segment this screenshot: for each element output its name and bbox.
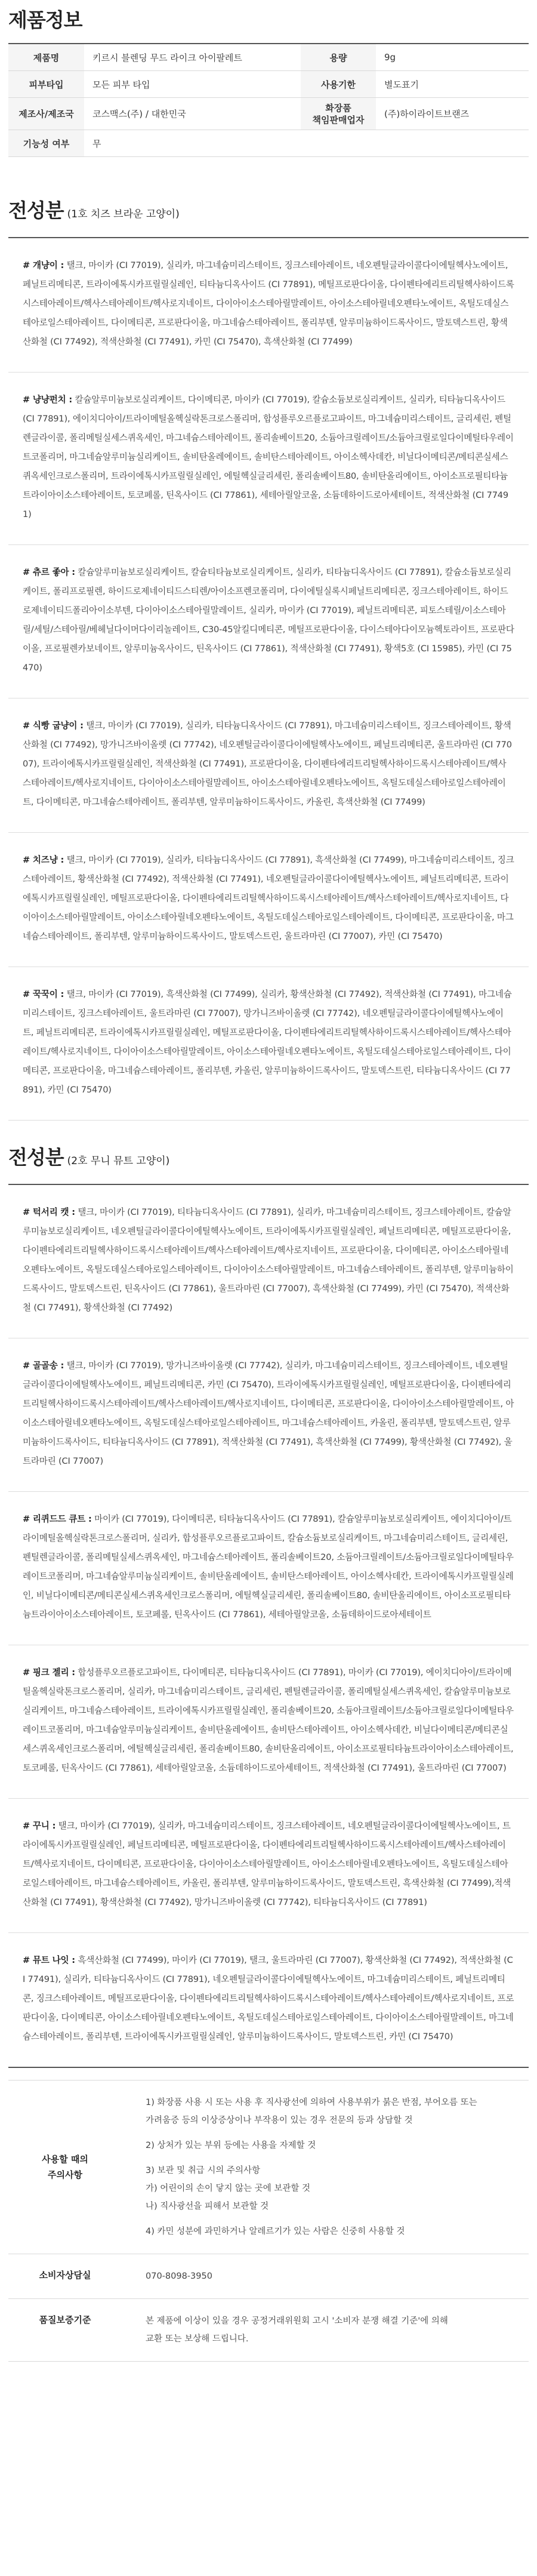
ingredient-text: 탤크, 마이카 (CI 77019), 티타늄디옥사이드 (CI 77891), 실리카, 마그네슘미리스테이트, 징크스테아레이트, 칼슘알루미늄보로실리케이트, 네오펜틸글라이콜다이에틸헥사노에이트, 트라이에톡시카프릴릴실레인, 페닐트리메티콘, 메틸프로판다이올, 다이펜타에리트리틸헥사하이드록시스테아레이트/헥사스테아레이트/헥사로지네이트, 프로판다이올, 다이메티콘, 아이소스테아릴네오펜타노에이트, 옥틸도데실스테아로일스테아레이트, 다이아이소스테아릴말레이트, 마그네슘스테아레이트, 폴리부텐, 알루미늄하이드록사이드, 말토덱스트린, 틴옥사이드 (CI 77861), 울트라마린 (CI 77007), 흑색산화철 (CI 77499), 카민 (CI 75470), 적색산화철 (CI 77491), 황색산화철 (CI 77492) <box>23 1207 514 1313</box>
caution-line: 3) 보관 및 취급 시의 주의사항 <box>146 2166 261 2175</box>
ingredient-text: 칼슘알루미늄보로실리케이트, 다이메티콘, 마이카 (CI 77019), 칼슘소듐보로실리케이트, 실리카, 티타늄디옥사이드 (CI 77891), 에이치디아이/트라이메틸올헥실락톤크로스폴리머, 합성플루오르플로고파이트, 마그네슘미리스테이트, 글리세린, 펜틸렌글라이콜, 폴리메틸실세스퀴옥세인, 마그네슘스테아레이트, 폴리솔베이트20, 소듐아크릴레이트/소듐아크릴로일다이메틸타우레이트코폴리머, 마그네슘알루미늄실리케이트, 솔비탄올레에이트, 솔비탄스테아레이트, 아이소헥사데칸, 비닐다이메티콘/메티콘실세스퀴옥세인크로스폴리머, 트라이에톡시카프릴릴실레인, 에틸헥실글리세린, 폴리솔베이트80, 솔비탄올리에이트, 아이소프로필티타늄트라이아이소스테아레이트, 토코페롤, 틴옥사이드 (CI 77861), 세테아릴알코올, 소듐데하이드로아세테이트, 적색산화철 (CI 77491) <box>23 395 514 519</box>
bottom-spacer <box>8 2362 529 2376</box>
ingredient-item <box>8 1799 529 1933</box>
info-label: 화장품 책임판매업자 <box>301 98 376 130</box>
caution-line: 2) 상처가 있는 부위 등에는 사용을 자제할 것 <box>146 2141 316 2150</box>
info-row <box>8 130 529 157</box>
ingredient-item <box>8 833 529 967</box>
warranty-row <box>8 2299 529 2362</box>
product-info-title: 제품정보 <box>8 8 82 32</box>
info-value: 모든 피부 타입 <box>84 71 301 98</box>
ingredient-item <box>8 1933 529 2068</box>
info-label: 피부타입 <box>8 71 84 98</box>
ingredient-item <box>8 1492 529 1645</box>
caution-content <box>122 2081 529 2254</box>
shade-name: # 핑크 젤리 : <box>23 1667 75 1678</box>
info-value: 키르시 블렌딩 무드 라이크 아이팔레트 <box>84 44 301 71</box>
ingredient-item <box>8 698 529 833</box>
shade-name: # 꾹꾹이 : <box>23 989 64 999</box>
ingredient-text: 탤크, 마이카 (CI 77019), 흑색산화철 (CI 77499), 실리카, 황색산화철 (CI 77492), 적색산화철 (CI 77491), 마그네슘미리스테이트, 징크스테아레이트, 울트라마린 (CI 77007), 망가니즈바이올렛 (CI 77742), 네오펜틸글라이콜다이에틸헥사노에이트, 페닐트리메티콘, 트라이에톡시카프릴릴실레인, 메틸프로판다이올, 다이펜타에리트리틸헥사하이드록시스테아레이트/헥사스테아레이트/헥사로지네이트, 다이아이소스테아릴말레이트, 아이소스테아릴네오펜타노에이트, 옥틸도데실스테아로일스테아레이트, 다이메티콘, 프로판다이올, 마그네슘스테아레이트, 폴리부텐, 카올린, 알루미늄하이드록사이드, 말토덱스트린, 티타늄디옥사이드 (CI 77891), 카민 (CI 75470) <box>23 989 512 1095</box>
warranty-line: 교환 또는 보상해 드립니다. <box>146 2334 249 2344</box>
ingredients-title <box>8 1132 529 1173</box>
ingredient-text: 탤크, 마이카 (CI 77019), 실리카, 티타늄디옥사이드 (CI 77891), 흑색산화철 (CI 77499), 마그네슘미리스테이트, 징크스테아레이트, 황색산화철 (CI 77492), 적색산화철 (CI 77491), 네오펜틸글라이콜다이에틸헥사노에이트, 페닐트리메티콘, 트라이에톡시카프릴릴실레인, 메틸프로판다이올, 다이펜타에리트리틸헥사하이드록시스테아레이트/헥사스테아레이트/헥사로지네이트, 다이아이소스테아릴말레이트, 아이소스테아릴네오펜타노에이트, 옥틸도데실스테아로일스테아레이트, 다이메티콘, 프로판다이올, 마그네슘스테아레이트, 폴리부텐, 알루미늄하이드록사이드, 말토덱스트린, 울트라마린 (CI 77007), 카민 (CI 75470) <box>23 855 514 941</box>
ingredients-section-2 <box>8 1132 529 2068</box>
shade-name: # 식빵 굽냥이 : <box>23 721 84 731</box>
warranty-content <box>122 2299 529 2361</box>
ingredient-text: 탤크, 마이카 (CI 77019), 실리카, 마그네슘미리스테이트, 징크스테아레이트, 네오펜틸글라이콜다이에틸헥사노에이트, 트라이에톡시카프릴릴실레인, 페닐트리메티콘, 메틸프로판다이올, 다이펜타에리트리틸헥사하이드록시스테아레이트/헥사스테아레이트/헥사로지네이트, 다이메티콘, 프로판다이올, 다이아이소스테아릴말레이트, 아이소스테아릴네오펜타노에이트, 옥틸도데실스테아로일스테아레이트, 마그네슘스테아레이트, 카올린, 폴리부텐, 알루미늄하이드록사이드, 말토덱스트린, 흑색산화철 (CI 77499),적색산화철 (CI 77491), 황색산화철 (CI 77492), 망가니즈바이올렛 (CI 77742), 티타늄디옥사이드 (CI 77891) <box>23 1821 511 1907</box>
info-label: 기능성 여부 <box>8 130 84 157</box>
shade-name: # 냥냥펀치 : <box>23 395 73 405</box>
caution-row <box>8 2081 529 2254</box>
shade-name: # 뮤트 나잇 : <box>23 1955 75 1965</box>
caution-line: 나) 직사광선을 피해서 보관할 것 <box>146 2202 269 2211</box>
consumer-label: 소비자상담실 <box>39 2270 91 2280</box>
ingredient-text: 흑색산화철 (CI 77499), 마이카 (CI 77019), 탤크, 울트라마린 (CI 77007), 황색산화철 (CI 77492), 적색산화철 (CI 77491), 실리카, 티타늄디옥사이드 (CI 77891), 네오펜틸글라이콜다이에틸헥사노에이트, 마그네슘미리스테이트, 페닐트리메티콘, 징크스테아레이트, 메틸프로판다이올, 다이펜타에리트리틸헥사하이드록시스테아레이트/헥사스테아레이트/헥사로지네이트, 프로판다이올, 다이메티콘, 아이소스테아릴네오펜타노에이트, 옥틸도데실스테아로일스테아레이트, 다이아이소스테아릴말레이트, 마그네슘스테아레이트, 폴리부텐, 트라이에톡시카프릴릴실레인, 알루미늄하이드록사이드, 말토덱스트린, 카민 (CI 75470) <box>23 1955 514 2042</box>
ingredient-text: 칼슘알루미늄보로실리케이트, 칼슘티타늄보로실리케이트, 실리카, 티타늄디옥사이드 (CI 77891), 칼슘소듐보로실리케이트, 폴리프로필렌, 하이드로제네이티드스티렌/아이소프렌코폴리머, 다이에틸실록시페닐트리메티콘, 징크스테아레이트, 하이드로제네이티드폴리아이소부텐, 다이아이소스테아릴말레이트, 실리카, 마이카 (CI 77019), 페닐트리메티콘, 피토스테릴/이소스테아릴/세틸/스테아릴/베헤닐다이머다이리놀레이트, C30-45알킬디메티콘, 메틸프로판다이올, 다이스테아다이모늄헥토라이트, 프로판다이올, 프로필렌카보네이트, 알루미늄옥사이드, 틴옥사이드 (CI 77861), 적색산화철 (CI 77491), 황색5호 (CI 15985), 카민 (CI 75470) <box>23 567 514 673</box>
info-label: 사용기한 <box>301 71 376 98</box>
shade-name: # 리퀴드드 큐트 : <box>23 1514 92 1524</box>
info-value: 무 <box>84 130 301 157</box>
shade-name: # 꾸니 : <box>23 1821 56 1831</box>
info-row <box>8 44 529 71</box>
ingredient-item <box>8 1645 529 1799</box>
ingredient-text: 탤크, 마이카 (CI 77019), 실리카, 티타늄디옥사이드 (CI 77891), 마그네슘미리스테이트, 징크스테아레이트, 황색산화철 (CI 77492), 망가니즈바이올렛 (CI 77742), 네오펜틸글라이콜다이에틸헥사노에이트, 페닐트리메티콘, 울트라마린 (CI 77007), 트라이에톡시카프릴릴실레인, 적색산화철 (CI 77491), 프로판다이올, 다이펜타에리트리틸헥사하이드록시스테아레이트/헥사스테아레이트/헥사로지네이트, 다이아이소스테아릴말레이트, 아이소스테아릴네오펜타노에이트, 옥틸도데실스테아로일스테아레이트, 다이메티콘, 마그네슘스테아레이트, 폴리부텐, 알루미늄하이드록사이드, 카올린, 흑색산화철 (CI 77499) <box>23 721 512 807</box>
caution-line: 4) 카민 성분에 과민하거나 알레르기가 있는 사람은 신중히 사용할 것 <box>146 2227 405 2236</box>
warranty-line: 본 제품에 이상이 있을 경우 공정거래위원회 고시 '소비자 분쟁 해결 기준'에 의해 <box>146 2316 448 2326</box>
section-heading: 전성분 <box>8 199 64 222</box>
info-value: (주)하이라이트브랜즈 <box>376 98 529 130</box>
info-label: 제조사/제조국 <box>8 98 84 130</box>
shade-name: # 골골송 : <box>23 1361 64 1371</box>
ingredients-title <box>8 186 529 226</box>
info-label: 제품명 <box>8 44 84 71</box>
ingredient-item <box>8 1185 529 1338</box>
info-empty-cell <box>376 130 529 157</box>
shade-name: # 개냥이 : <box>23 260 64 270</box>
section-subtitle: (1호 치즈 브라운 고양이) <box>67 208 180 220</box>
info-value: 별도표기 <box>376 71 529 98</box>
caution-line: 1) 화장품 사용 시 또는 사용 후 직사광선에 의하여 사용부위가 붉은 반점, 부어오름 또는 <box>146 2098 477 2107</box>
ingredient-item <box>8 545 529 698</box>
ingredient-text: 마이카 (CI 77019), 다이메티콘, 티타늄디옥사이드 (CI 77891), 칼슘알루미늄보로실리케이트, 에이치디아이/트라이메틸올헥실락톤크로스폴리머, 실리카, 합성플루오르플로고파이트, 칼슘소듐보로실리케이트, 마그네슘미리스테이트, 글리세린, 펜틸렌글라이콜, 폴리메틸실세스퀴옥세인, 마그네슘스테아레이트, 폴리솔베이트20, 소듐아크릴레이트/소듐아크릴로일다이메틸타우레이트코폴리머, 마그네슘알루미늄실리케이트, 솔비탄올레에이트, 솔비탄스테아레이트, 아이소헥사데칸, 트라이에톡시카프릴릴실레인, 비닐다이메티콘/메티콘실세스퀴옥세인크로스폴리머, 에틸헥실글리세린, 폴리솔베이트80, 솔비탄올리에이트, 아이소프로필티타늄트라이아이소스테아레이트, 토코페롤, 틴옥사이드 (CI 77861), 세테아릴알코올, 소듐데하이드로아세테이트 <box>23 1514 514 1620</box>
ingredient-text: 탤크, 마이카 (CI 77019), 망가니즈바이올렛 (CI 77742), 실리카, 마그네슘미리스테이트, 징크스테아레이트, 네오펜틸글라이콜다이에틸헥사노에이트, 페닐트리메티콘, 카민 (CI 75470), 트라이에톡시카프릴릴실레인, 메틸프로판다이올, 다이펜타에리트리틸헥사하이드록시스테아레이트/헥사스테아레이트/헥사로지네이트, 다이메티콘, 프로판다이올, 다이아이소스테아릴말레이트, 아이소스테아릴네오펜타노에이트, 옥틸도데실스테아로일스테아레이트, 마그네슘스테아레이트, 카올린, 폴리부텐, 말토덱스트린, 알루미늄하이드록사이드, 티타늄디옥사이드 (CI 77891), 적색산화철 (CI 77491), 흑색산화철 (CI 77499), 황색산화철 (CI 77492), 울트라마린 (CI 77007) <box>23 1361 514 1466</box>
info-value: 코스맥스(주) / 대한민국 <box>84 98 301 130</box>
caution-label: 사용할 때의 주의사항 <box>42 2154 88 2180</box>
info-label: 용량 <box>301 44 376 71</box>
ingredient-text: 합성플루오르플로고파이트, 다이메티콘, 티타늄디옥사이드 (CI 77891), 마이카 (CI 77019), 에이치디아이/트라이메틸올헥실락톤크로스폴리머, 실리카, 마그네슘미리스테이트, 글리세린, 펜틸렌글라이콜, 폴리메틸실세스퀴옥세인, 칼슘알루미늄보로실리케이트, 마그네슘스테아레이트, 트라이에톡시카프릴릴실레인, 폴리솔베이트20, 소듐아크릴레이트/소듐아크릴로일다이메틸타우레이트코폴리머, 마그네슘알루미늄실리케이트, 솔비탄올레에이트, 솔비탄스테아레이트, 아이소헥사데칸, 비닐다이메티콘/메티콘실세스퀴옥세인크로스폴리머, 에틸헥실글리세린, 폴리솔베이트80, 솔비탄올리에이트, 아이소프로필티타늄트라이아이소스테아레이트, 토코페롤, 틴옥사이드 (CI 77861), 세테아릴알코올, 소듐데하이드로아세테이트, 적색산화철 (CI 77491), 울트라마린 (CI 77007) <box>23 1667 514 1773</box>
section-subtitle: (2호 무니 뮤트 고양이) <box>67 1155 170 1167</box>
ingredient-item <box>8 967 529 1121</box>
ingredient-item <box>8 1338 529 1492</box>
warranty-label: 품질보증기준 <box>39 2315 91 2325</box>
notice-table <box>8 2080 529 2362</box>
section-heading: 전성분 <box>8 1146 64 1169</box>
consumer-value: 070-8098-3950 <box>146 2272 212 2281</box>
ingredient-item <box>8 238 529 373</box>
info-row <box>8 98 529 130</box>
ingredient-text: 탤크, 마이카 (CI 77019), 실리카, 마그네슘미리스테이트, 징크스테아레이트, 네오펜틸글라이콜다이에틸헥사노에이트, 페닐트리메티콘, 트라이에톡시카프릴릴실레인, 티타늄디옥사이드 (CI 77891), 메틸프로판다이올, 다이펜타에리트리틸헥사하이드록시스테아레이트/헥사스테아레이트/헥사로지네이트, 다이아이소스테아릴말레이트, 아이소스테아릴네오펜타노에이트, 옥틸도데실스테아로일스테아레이트, 다이메티콘, 프로판다이올, 마그네슘스테아레이트, 폴리부텐, 알루미늄하이드록사이드, 말토덱스트린, 황색산화철 (CI 77492), 적색산화철 (CI 77491), 카민 (CI 75470), 흑색산화철 (CI 77499) <box>23 260 514 347</box>
product-info-table <box>8 44 529 157</box>
shade-name: # 턱서리 캣 : <box>23 1207 75 1217</box>
caution-line: 가) 어린이의 손이 닿지 않는 곳에 보관할 것 <box>146 2184 311 2193</box>
shade-name: # 치즈냥 : <box>23 855 64 865</box>
caution-line: 가려움증 등의 이상증상이나 부작용이 있는 경우 전문의 등과 상담할 것 <box>146 2116 413 2125</box>
info-value: 9g <box>376 44 529 71</box>
info-row <box>8 71 529 98</box>
ingredients-section-1 <box>8 186 529 1121</box>
info-empty-cell <box>301 130 376 157</box>
consumer-row <box>8 2254 529 2299</box>
ingredient-item <box>8 373 529 545</box>
shade-name: # 츄르 좋아 : <box>23 567 75 577</box>
